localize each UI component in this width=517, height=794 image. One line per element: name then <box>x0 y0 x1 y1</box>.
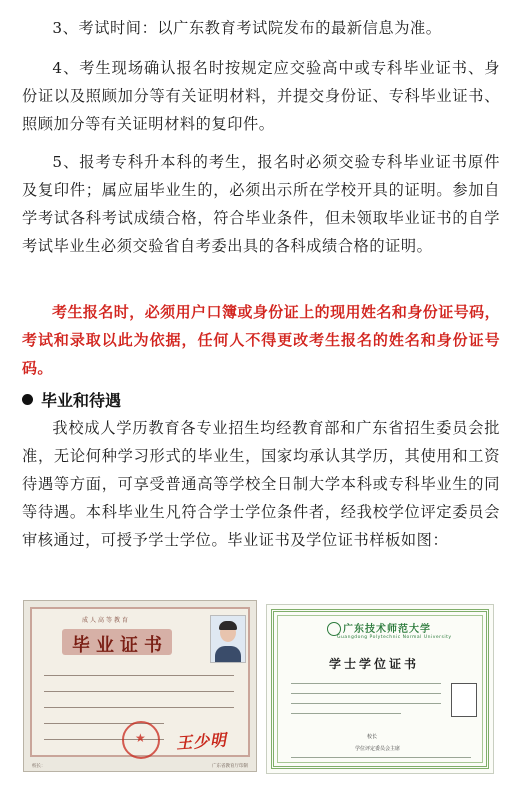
paragraph-graduation: 我校成人学历教育各专业招生均经教育部和广东省招生委员会批准，无论何种学习形式的毕业生，国家均承认其学历，其使用和工资待遇等方面，可享受普通高等学校全日制大学本科或专科毕业生的同等待遇。本科毕业生凡符合学士学位条件者，经我校学位评定委员会审核通过，可授予学士学位。毕业证书及学位证书样板如图： <box>22 419 500 549</box>
school-emblem-icon <box>327 622 341 636</box>
diploma-signature: 王少明 <box>175 730 228 753</box>
section-heading <box>22 388 121 411</box>
paragraph-exam-time: 3、考试时间：以广东教育考试院发布的最新信息为准。 <box>52 19 442 37</box>
diploma-footer-left: 校长： <box>32 764 46 769</box>
diploma-footer-right: 广东省教育厅印制 <box>212 764 248 769</box>
diploma-seal <box>122 721 160 759</box>
section-heading-text: 毕业和待遇 <box>41 391 122 410</box>
diploma-footer <box>32 763 248 769</box>
diploma-title: 毕业证书 <box>72 635 168 656</box>
photo-body <box>215 646 241 662</box>
degree-photo-box <box>451 683 477 717</box>
diploma-line <box>44 691 234 692</box>
diploma-certificate-image <box>23 600 257 772</box>
seal-star-icon: ★ <box>135 731 146 745</box>
degree-line <box>291 703 441 704</box>
bullet-icon <box>22 394 33 405</box>
degree-line <box>291 757 471 758</box>
degree-school-english: Guangdong Polytechnic Normal University <box>337 635 452 640</box>
degree-seal-label: 校长 <box>367 734 378 740</box>
degree-certificate-image <box>266 604 494 774</box>
diploma-line <box>44 675 234 676</box>
diploma-photo <box>210 615 246 663</box>
degree-title: 学士学位证书 <box>329 657 420 671</box>
paragraph-verification: 4、考生现场确认报名时按规定应交验高中或专科毕业证书、身份证以及照顾加分等有关证明材料，并提交身份证、专科毕业证书、照顾加分等有关证明材料的复印件。 <box>22 59 500 133</box>
paragraph-upgrade-exam: 5、报考专科升本科的考生，报名时必须交验专科毕业证书原件及复印件；属应届毕业生的，必须出示所在学校开具的证明。参加自学考试各科考试成绩合格，符合毕业条件，但未领取毕业证书的自学考试毕业生必须交验省自考委出具的各科成绩合格的证明。 <box>22 153 500 255</box>
warning-paragraph: 考生报名时，必须用户口簿或身份证上的现用姓名和身份证号码，考试和录取以此为依据，任何人不得更改考生报名的姓名和身份证号码。 <box>22 303 500 377</box>
diploma-header-small: 成人高等教育 <box>82 617 131 624</box>
diploma-line <box>44 707 234 708</box>
photo-hair <box>219 621 237 630</box>
degree-line <box>291 713 401 714</box>
degree-school-name: 广东技术师范大学 <box>343 624 431 635</box>
degree-line <box>291 693 441 694</box>
degree-line <box>291 683 441 684</box>
degree-committee: 学位评定委员会主席 <box>355 746 401 752</box>
